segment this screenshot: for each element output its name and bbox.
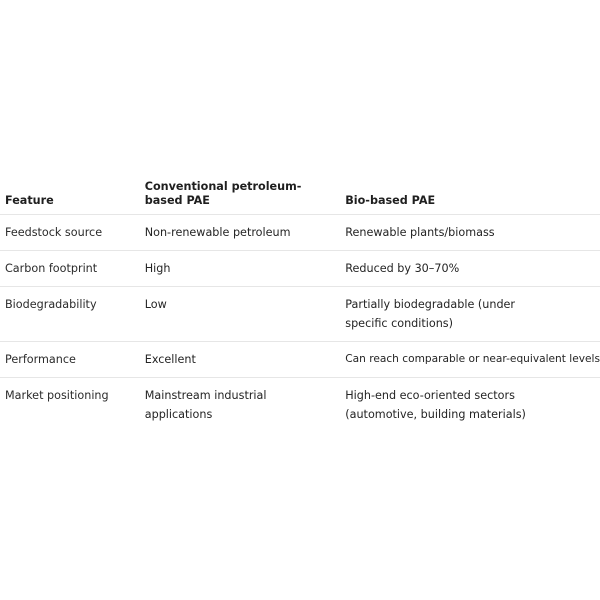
cell-feature: Carbon footprint xyxy=(0,251,145,287)
cell-conventional: Excellent xyxy=(145,342,346,378)
cell-bio-based: Reduced by 30–70% xyxy=(345,251,600,287)
cell-conventional: High xyxy=(145,251,346,287)
table-row xyxy=(0,342,600,378)
cell-feature: Performance xyxy=(0,342,145,378)
header-bio-based-pae: Bio-based PAE xyxy=(345,194,436,207)
cell-bio-based: Can reach comparable or near-equivalent levels xyxy=(345,342,600,378)
cell-conventional: Mainstream industrial applications xyxy=(145,378,346,433)
cell-feature: Biodegradability xyxy=(0,287,145,342)
table-header-row xyxy=(0,180,600,215)
cell-bio-based: High-end eco-oriented sectors (automotive, building materials) xyxy=(345,378,600,433)
cell-feature: Feedstock source xyxy=(0,215,145,251)
comparison-table xyxy=(0,180,600,432)
cell-bio-based: Renewable plants/biomass xyxy=(345,215,600,251)
cell-feature: Market positioning xyxy=(0,378,145,433)
table-row xyxy=(0,378,600,433)
table-row xyxy=(0,215,600,251)
cell-bio-based: Partially biodegradable (under specific conditions) xyxy=(345,287,600,342)
table-row xyxy=(0,251,600,287)
header-feature: Feature xyxy=(5,194,54,207)
cell-conventional: Low xyxy=(145,287,346,342)
cell-conventional: Non-renewable petroleum xyxy=(145,215,346,251)
header-conventional-pae: Conventional petroleum-based PAE xyxy=(144,180,302,207)
table-row xyxy=(0,287,600,342)
